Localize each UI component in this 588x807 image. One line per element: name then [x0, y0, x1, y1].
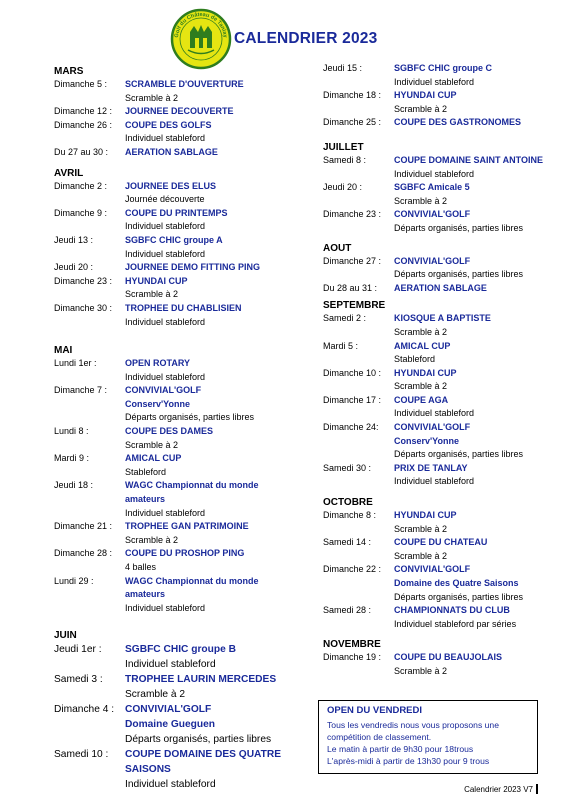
event-name: COUPE DOMAINE DES QUATRE [125, 749, 282, 761]
event-name: COUPE DOMAINE SAINT ANTOINE [394, 154, 544, 165]
event-date: Dimanche 25 : [323, 117, 382, 128]
entry-row [323, 116, 563, 130]
event-detail: Scramble à 2 [394, 195, 448, 206]
footer [464, 784, 538, 794]
calendar-entry [54, 146, 314, 160]
club-logo [170, 8, 232, 70]
event-detail: Scramble à 2 [125, 289, 179, 300]
event-detail: Stableford [394, 354, 436, 365]
month-section [54, 629, 314, 792]
event-date: Lundi 8 : [54, 426, 89, 437]
event-date: Mardi 9 : [54, 453, 90, 464]
event-date: Du 27 au 30 : [54, 146, 109, 157]
event-name: PRIX DE TANLAY [394, 462, 468, 473]
calendar-entry [323, 462, 563, 489]
calendar-entry [54, 547, 314, 574]
event-name: OPEN ROTARY [125, 358, 191, 369]
event-detail: 4 balles [125, 562, 157, 572]
calendar-entry [54, 119, 314, 146]
entry-row [54, 234, 314, 248]
event-date: Jeudi 15 : [323, 63, 363, 73]
event-date: Dimanche 17 : [323, 394, 382, 405]
entry-row [323, 394, 563, 408]
info-line: Le matin à partir de 9h30 pour 18trous [327, 744, 474, 754]
entry-row [323, 604, 563, 618]
entry-row [54, 146, 314, 160]
event-date: Dimanche 21 : [54, 521, 113, 532]
event-name: COUPE DES DAMES [125, 426, 214, 437]
info-line: Tous les vendredis nous vous proposons une [327, 720, 499, 730]
calendar-entry [323, 208, 563, 235]
entry-row [54, 425, 314, 439]
calendar-entry [323, 154, 563, 181]
event-name: TROPHEE DU CHABLISIEN [125, 302, 242, 313]
entry-row [323, 367, 563, 381]
month-heading: MARS [54, 66, 84, 77]
event-name: COUPE DES GOLFS [125, 119, 212, 130]
event-name: SCRAMBLE D'OUVERTURE [125, 79, 244, 89]
event-name: JOURNEE DES ELUS [125, 180, 217, 191]
month-section [323, 638, 563, 678]
event-name: AMICAL CUP [394, 340, 451, 351]
event-detail: Individuel stableford [394, 408, 475, 419]
event-name: SGBFC Amicale 5 [394, 182, 470, 193]
calendar-entry [323, 563, 563, 604]
entry-row [323, 62, 563, 76]
calendar-entry [323, 340, 563, 367]
event-date: Samedi 14 : [323, 537, 372, 548]
month-section [54, 344, 314, 615]
entry-row [323, 282, 563, 296]
month-section [323, 242, 563, 296]
calendar-entry [54, 452, 314, 479]
event-date: Samedi 10 : [54, 749, 109, 761]
event-detail: Individuel stableford [125, 221, 206, 232]
event-detail: Scramble à 2 [394, 523, 448, 534]
event-detail: Domaine Gueguen [125, 719, 216, 731]
event-detail: Individuel stableford [394, 476, 475, 487]
left-column [54, 62, 314, 792]
event-detail: Départs organisés, parties libres [394, 269, 524, 280]
entry-row [54, 702, 314, 717]
calendar-entry [323, 509, 563, 536]
event-detail: Départs organisés, parties libres [125, 412, 255, 423]
calendar-entry [54, 702, 314, 747]
event-date: Dimanche 19 : [323, 652, 382, 663]
event-name: AMICAL CUP [125, 453, 182, 464]
entry-row [54, 78, 314, 92]
calendar-entry [54, 78, 314, 105]
event-date: Dimanche 5 : [54, 79, 108, 89]
event-date: Samedi 2 : [323, 313, 367, 324]
event-date: Samedi 3 : [54, 674, 103, 686]
calendar-entry [54, 479, 314, 520]
month-section [54, 65, 314, 160]
entry-row [323, 181, 563, 195]
event-name: JOURNEE DEMO FITTING PING [125, 262, 261, 273]
event-date: Dimanche 26 : [54, 119, 113, 130]
event-date: Dimanche 8 : [323, 510, 377, 521]
event-date: Dimanche 4 : [54, 704, 115, 716]
event-detail: Scramble à 2 [394, 550, 448, 561]
info-line: L'après-midi à partir de 13h30 pour 9 trous [327, 756, 490, 766]
event-date: Jeudi 20 : [323, 182, 363, 193]
event-detail: Stableford [125, 466, 167, 477]
entry-row [54, 672, 314, 687]
event-detail: Scramble à 2 [125, 439, 179, 450]
right-column [323, 62, 563, 679]
event-date: Du 28 au 31 : [323, 282, 378, 293]
event-detail: Individuel stableford [125, 659, 216, 671]
event-name: HYUNDAI CUP [394, 367, 457, 378]
entry-row [54, 575, 314, 589]
event-date: Dimanche 2 : [54, 180, 108, 191]
info-title: OPEN DU VENDREDI [327, 705, 423, 716]
event-detail: Scramble à 2 [394, 326, 448, 337]
event-name: CONVIVIAL'GOLF [125, 704, 212, 716]
event-detail: Scramble à 2 [394, 665, 448, 676]
calendar-entry [54, 207, 314, 234]
calendar-entry [54, 747, 314, 792]
event-name: HYUNDAI CUP [125, 275, 188, 286]
entry-row [54, 479, 314, 493]
event-date: Samedi 28 : [323, 605, 372, 616]
calendar-entry [323, 604, 563, 631]
event-detail: Départs organisés, parties libres [125, 734, 272, 746]
calendar-entry [323, 116, 563, 130]
event-name: COUPE DU PRINTEMPS [125, 207, 228, 218]
info-line: compétition de classement. [327, 732, 432, 742]
event-name: HYUNDAI CUP [394, 90, 457, 101]
month-section [323, 496, 563, 631]
event-detail: Individuel stableford [125, 371, 206, 382]
event-name: CONVIVIAL'GOLF [394, 209, 471, 220]
event-name: WAGC Championnat du monde [125, 575, 259, 586]
club-crest-icon [170, 8, 232, 70]
entry-row [323, 154, 563, 168]
month-heading: JUIN [54, 630, 77, 642]
entry-row [54, 520, 314, 534]
calendar-entry [54, 575, 314, 616]
calendar-entry [54, 642, 314, 672]
entry-row [54, 357, 314, 371]
entry-row [54, 302, 314, 316]
calendar-entry [323, 89, 563, 116]
event-name: CONVIVIAL'GOLF [394, 564, 471, 575]
calendar-entry [323, 536, 563, 563]
entry-row [323, 340, 563, 354]
event-detail: Individuel stableford [125, 133, 206, 144]
event-date: Dimanche 22 : [323, 564, 382, 575]
calendar-entry [323, 282, 563, 296]
month-heading: OCTOBRE [323, 497, 373, 509]
calendar-entry [54, 275, 314, 302]
event-detail: Individuel stableford [125, 248, 206, 259]
event-detail: Individuel stableford par séries [394, 618, 517, 629]
event-detail: Individuel stableford [125, 507, 206, 518]
footer-version: Calendrier 2023 V7 [464, 785, 533, 794]
event-detail: Individuel stableford [125, 779, 216, 791]
event-detail: Individuel stableford [125, 316, 206, 327]
logo-text: Golf du Château de Tanlay [173, 11, 228, 39]
month-heading: JUILLET [323, 141, 364, 153]
calendar-entry [54, 180, 314, 207]
event-name: SGBFC CHIC groupe B [125, 644, 236, 656]
calendar-entry [323, 255, 563, 282]
event-name: AERATION SABLAGE [125, 146, 218, 157]
event-detail: Départs organisés, parties libres [394, 222, 524, 233]
event-detail: Scramble à 2 [394, 381, 448, 392]
calendar-entry [54, 357, 314, 384]
event-name: CONVIVIAL'GOLF [394, 422, 471, 433]
event-date: Lundi 29 : [54, 575, 94, 586]
entry-row [54, 452, 314, 466]
event-date: Lundi 1er : [54, 358, 97, 369]
calendar-entry [54, 384, 314, 425]
event-name: AERATION SABLAGE [394, 282, 487, 293]
month-section [323, 62, 563, 130]
calendar-entry [323, 62, 563, 89]
event-name: COUPE DES GASTRONOMES [394, 117, 522, 128]
event-date: Dimanche 12 : [54, 106, 113, 117]
event-name: COUPE DU BEAUJOLAIS [394, 652, 503, 663]
entry-row [323, 563, 563, 577]
footer-bar [536, 784, 538, 794]
event-name: CHAMPIONNATS DU CLUB [394, 605, 510, 616]
entry-row [323, 651, 563, 665]
month-section [323, 141, 563, 236]
entry-row [54, 180, 314, 194]
month-heading: SEPTEMBRE [323, 300, 386, 312]
event-detail: Journée découverte [125, 194, 205, 205]
event-name: WAGC Championnat du monde [125, 480, 259, 491]
event-detail: Scramble à 2 [125, 92, 179, 103]
month-heading: NOVEMBRE [323, 639, 381, 651]
calendar-entry [54, 425, 314, 452]
calendar-entry [323, 181, 563, 208]
event-date: Jeudi 1er : [54, 644, 102, 656]
event-name: HYUNDAI CUP [394, 510, 457, 521]
entry-row [54, 747, 314, 762]
event-date: Dimanche 9 : [54, 207, 108, 218]
event-detail: Individuel stableford [394, 76, 475, 87]
event-name: JOURNEE DECOUVERTE [125, 106, 234, 117]
entry-row [54, 207, 314, 221]
entry-row [54, 105, 314, 119]
event-date: Jeudi 18 : [54, 480, 94, 491]
event-detail: Scramble à 2 [394, 103, 448, 114]
event-date: Jeudi 13 : [54, 234, 94, 245]
month-heading: AOUT [323, 242, 352, 254]
event-date: Samedi 8 : [323, 154, 367, 165]
event-name: COUPE AGA [394, 394, 449, 405]
calendar-entry [54, 234, 314, 261]
event-name: TROPHEE LAURIN MERCEDES [125, 674, 277, 686]
month-heading: AVRIL [54, 167, 84, 179]
event-detail: Départs organisés, parties libres [394, 591, 524, 602]
event-detail: Individuel stableford [125, 602, 206, 613]
event-detail: Domaine des Quatre Saisons [394, 578, 519, 588]
entry-row [54, 384, 314, 398]
entry-row [323, 255, 563, 269]
event-date: Dimanche 18 : [323, 90, 382, 101]
entry-row [323, 536, 563, 550]
calendar-entry [54, 302, 314, 329]
event-name: CONVIVIAL'GOLF [394, 255, 471, 266]
calendar-entry [323, 312, 563, 339]
event-name: TROPHEE GAN PATRIMOINE [125, 521, 249, 532]
event-date: Samedi 30 : [323, 462, 372, 473]
month-section [323, 299, 563, 489]
calendar-entry [323, 394, 563, 421]
event-name: KIOSQUE A BAPTISTE [394, 313, 491, 324]
entry-row [323, 421, 563, 435]
event-detail: Scramble à 2 [125, 534, 179, 545]
open-du-vendredi-box [318, 700, 538, 774]
event-name: SGBFC CHIC groupe C [394, 63, 492, 73]
month-section [54, 167, 314, 330]
month-heading: MAI [54, 345, 73, 357]
event-date: Dimanche 24: [323, 422, 379, 433]
calendar-entry [323, 367, 563, 394]
entry-row [323, 312, 563, 326]
entry-row [54, 119, 314, 133]
event-date: Dimanche 23 : [323, 209, 382, 220]
event-date: Dimanche 23 : [54, 275, 113, 286]
event-detail: Conserv'Yonne [125, 398, 190, 409]
event-name: CONVIVIAL'GOLF [125, 385, 202, 396]
event-date: Mardi 5 : [323, 340, 359, 351]
calendar-entry [323, 421, 563, 462]
calendar-entry [54, 672, 314, 702]
event-name: SGBFC CHIC groupe A [125, 234, 223, 245]
event-date: Dimanche 28 : [54, 548, 113, 559]
event-detail: amateurs [125, 589, 166, 600]
event-date: Dimanche 27 : [323, 255, 382, 266]
event-detail: SAISONS [125, 764, 171, 776]
entry-row [54, 547, 314, 561]
entry-row [54, 261, 314, 275]
event-name: COUPE DU PROSHOP PING [125, 548, 245, 559]
event-date: Dimanche 30 : [54, 302, 113, 313]
event-name: COUPE DU CHATEAU [394, 537, 488, 548]
event-detail: Conserv'Yonne [394, 435, 459, 446]
calendar-entry [54, 520, 314, 547]
entry-row [54, 642, 314, 657]
event-date: Jeudi 20 : [54, 262, 94, 273]
entry-row [323, 208, 563, 222]
entry-row [323, 462, 563, 476]
event-detail: amateurs [125, 494, 166, 505]
page-title: CALENDRIER 2023 [234, 30, 378, 47]
event-date: Dimanche 7 : [54, 385, 108, 396]
entry-row [323, 89, 563, 103]
calendar-entry [323, 651, 563, 678]
event-detail: Scramble à 2 [125, 689, 186, 701]
event-detail: Départs organisés, parties libres [394, 449, 524, 460]
entry-row [323, 509, 563, 523]
event-detail: Individuel stableford [394, 168, 475, 179]
calendar-entry [54, 261, 314, 275]
entry-row [54, 275, 314, 289]
calendar-entry [54, 105, 314, 119]
event-date: Dimanche 10 : [323, 367, 382, 378]
